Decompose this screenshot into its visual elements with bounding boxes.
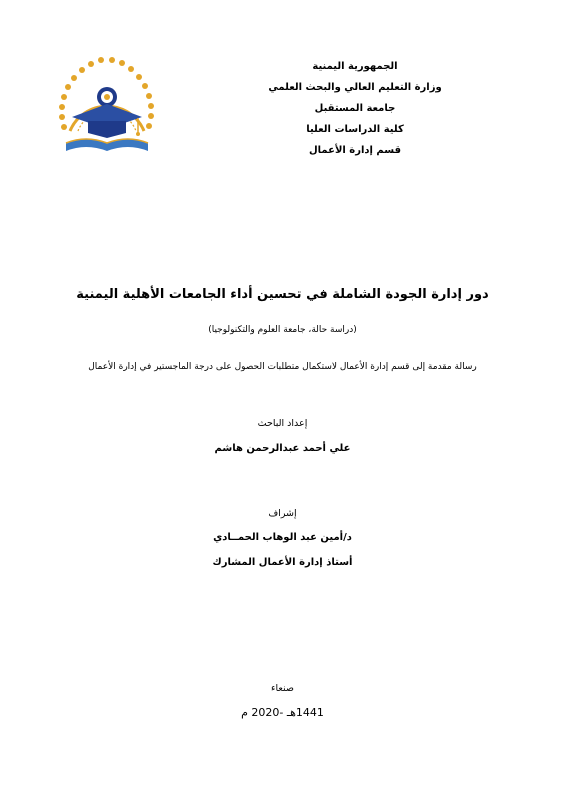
header-country: الجمهورية اليمنية [312, 61, 398, 72]
footer-city: صنعاء [271, 683, 294, 694]
supervisor-label: إشراف [268, 508, 297, 519]
header-ministry: وزارة التعليم العالي والبحث العلمي [268, 82, 442, 93]
researcher-label: إعداد الباحث [257, 418, 308, 429]
footer-date: 1441هـ -2020 م [241, 706, 324, 719]
thesis-case-study: (دراسة حالة، جامعة العلوم والتكنولوجيا) [208, 325, 357, 335]
thesis-submission-statement: رسالة مقدمة إلى قسم إدارة الأعمال لاستكمال متطلبات الحصول على درجة الماجستير في إدارة الأعمال [88, 362, 477, 372]
supervisor-name: د/أمين عبد الوهاب الحمــادي [213, 532, 352, 543]
supervisor-title: أستاذ إدارة الأعمال المشارك [212, 557, 353, 568]
thesis-title: دور إدارة الجودة الشاملة في تحسين أداء الجامعات الأهلية اليمنية [76, 287, 489, 302]
university-logo-graduation-cap-icon [56, 47, 158, 157]
header-department: قسم إدارة الأعمال [308, 145, 402, 156]
researcher-name: علي أحمد عبدالرحمن هاشم [214, 443, 351, 454]
institution-header [255, 56, 455, 161]
header-college: كلية الدراسات العليا [306, 124, 404, 135]
header-university: جامعة المستقبل [314, 103, 396, 114]
